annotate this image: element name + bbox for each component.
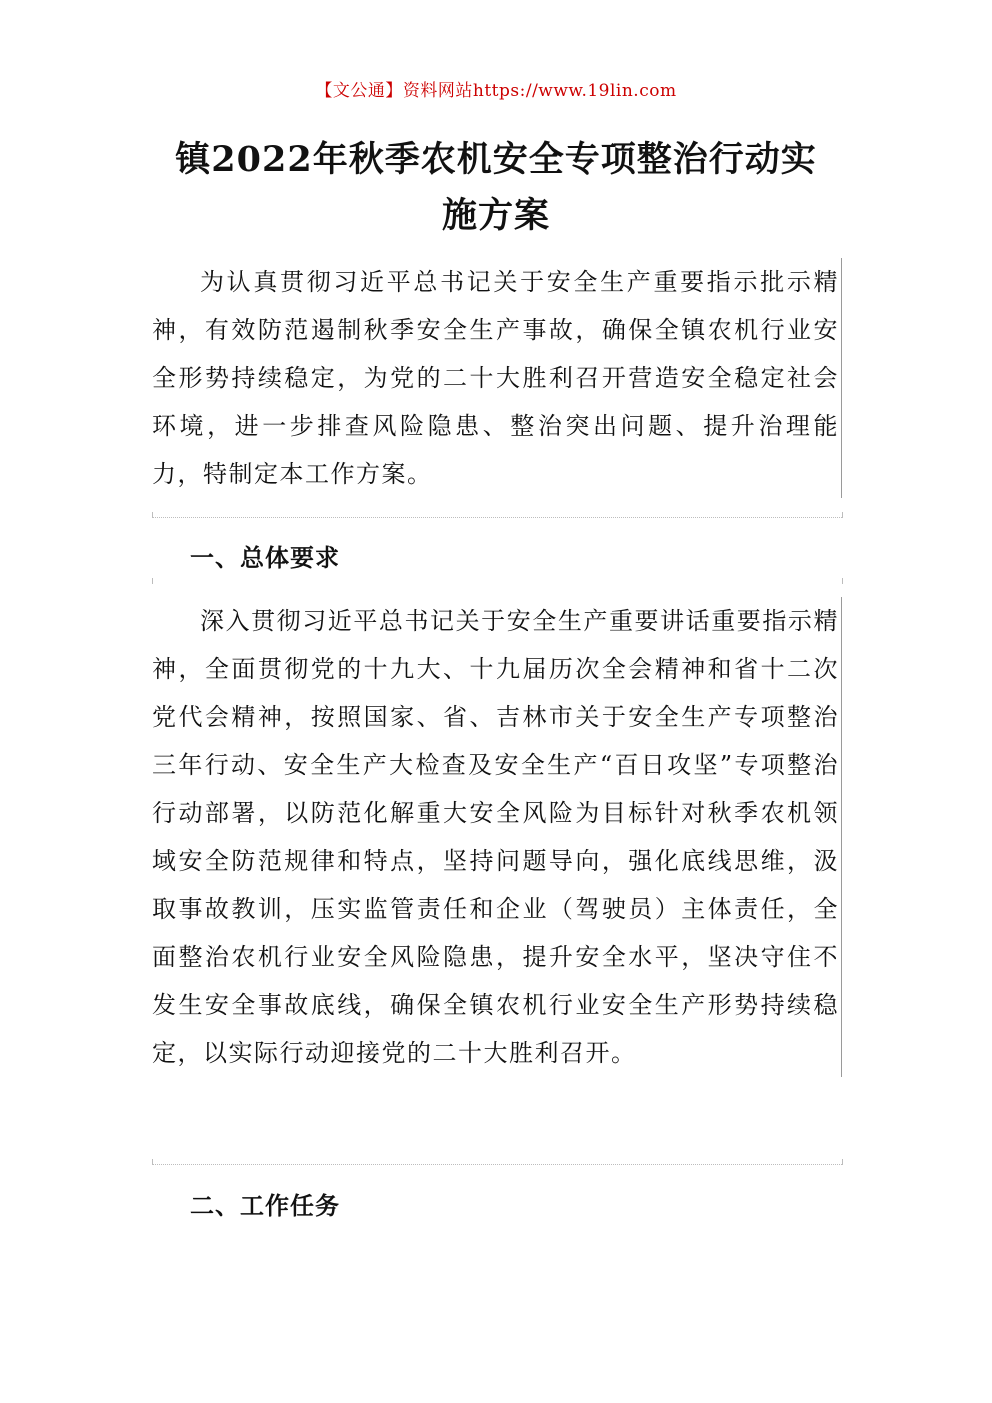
section1-heading: 一、总体要求: [190, 543, 340, 572]
divider-tick: [842, 578, 843, 584]
paragraph-divider: [152, 517, 842, 518]
intro-paragraph: 为认真贯彻习近平总书记关于安全生产重要指示批示精神，有效防范遏制秋季安全生产事故，确保全镇农机行业安全形势持续稳定，为党的二十大胜利召开营造安全稳定社会环境，进一步排查风险隐患、整治突出问题、提升治理能力，特制定本工作方案。: [152, 258, 842, 498]
divider-tick: [842, 512, 843, 518]
section2-heading: 二、工作任务: [190, 1191, 340, 1220]
section1-paragraph: 深入贯彻习近平总书记关于安全生产重要讲话重要指示精神，全面贯彻党的十九大、十九届历次全会精神和省十二次党代会精神，按照国家、省、吉林市关于安全生产专项整治三年行动、安全生产大检查及安全生产“百日攻坚”专项整治行动部署，以防范化解重大安全风险为目标针对秋季农机领域安全防范规律和特点，坚持问题导向，强化底线思维，汲取事故教训，压实监管责任和企业（驾驶员）主体责任，全面整治农机行业安全风险隐患，提升安全水平，坚决守住不发生安全事故底线，确保全镇农机行业安全生产形势持续稳定，以实际行动迎接党的二十大胜利召开。: [152, 597, 842, 1077]
section1-body: [152, 597, 842, 1077]
section1-heading-block: [152, 534, 842, 582]
section2-heading-block: [152, 1182, 842, 1230]
source-website-link[interactable]: 【文公通】资料网站https://www.19lin.com: [315, 81, 677, 101]
document-title: 镇2022年秋季农机安全专项整治行动实施方案: [175, 139, 817, 236]
divider-tick: [152, 578, 153, 584]
paragraph-divider: [152, 1164, 842, 1165]
divider-tick: [152, 1159, 153, 1165]
intro-section: [152, 258, 842, 498]
divider-tick: [842, 1159, 843, 1165]
divider-tick: [152, 512, 153, 518]
